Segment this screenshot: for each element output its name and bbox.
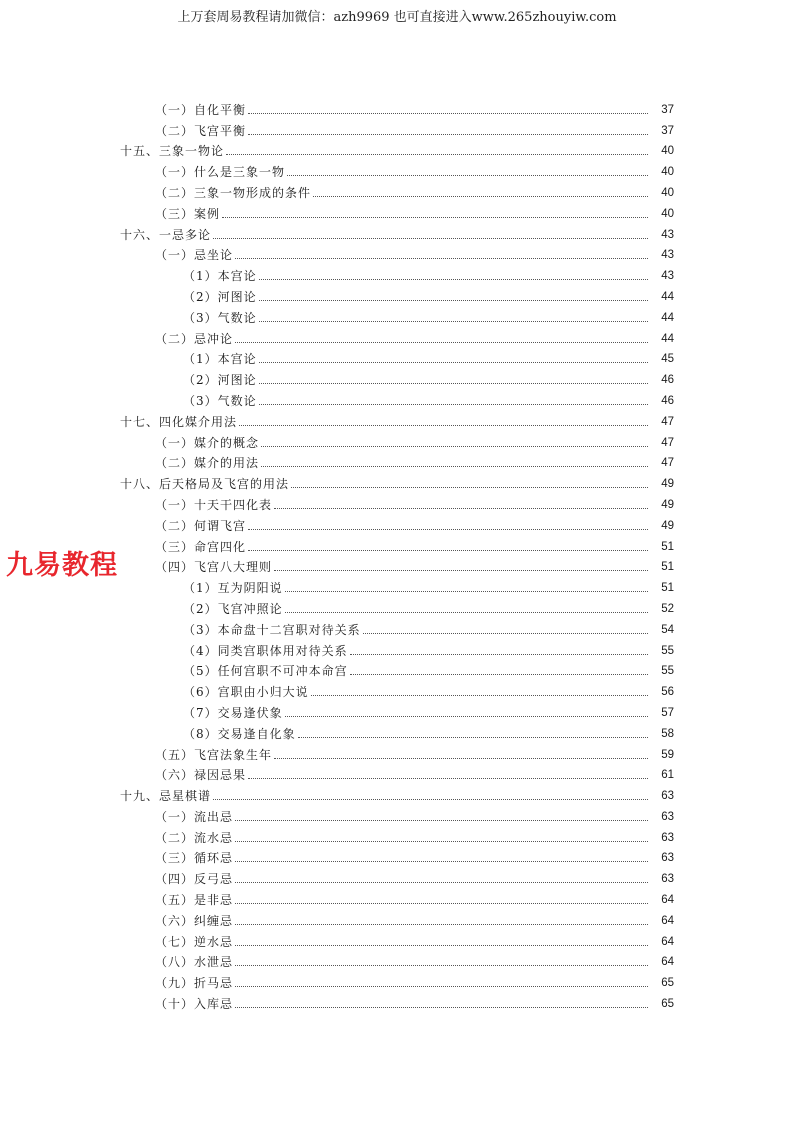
- dot-leader: [235, 944, 648, 946]
- toc-entry-title: 十五、三象一物论: [120, 144, 225, 159]
- dot-leader: [235, 819, 648, 821]
- toc-entry-title: （3）本命盘十二宫职对待关系: [183, 622, 361, 637]
- toc-entry-title: （一）流出忌: [155, 809, 234, 824]
- toc-entry[interactable]: [0, 283, 794, 304]
- toc-entry[interactable]: [0, 949, 794, 970]
- dot-leader: [235, 860, 648, 862]
- toc-entry[interactable]: [0, 450, 794, 471]
- toc-entry-title: （三）命宫四化: [155, 539, 247, 554]
- toc-page-number: 64: [661, 914, 674, 927]
- toc-entry-title: （二）飞宫平衡: [155, 123, 247, 138]
- toc-page-number: 40: [661, 186, 674, 199]
- toc-page-number: 43: [661, 270, 674, 283]
- toc-page-number: 45: [661, 353, 674, 366]
- toc-entry-title: （二）忌冲论: [155, 331, 234, 346]
- toc-entry-title: （5）任何宫职不可冲本命宫: [183, 664, 348, 679]
- toc-page-number: 51: [661, 561, 674, 574]
- toc-entry-title: （八）水泄忌: [155, 955, 234, 970]
- toc-entry[interactable]: [0, 969, 794, 990]
- dot-leader: [239, 424, 648, 426]
- toc-entry[interactable]: [0, 262, 794, 283]
- dot-leader: [235, 257, 648, 259]
- toc-entry-title: （6）宫职由小归大说: [183, 685, 309, 700]
- toc-entry-title: （十）入库忌: [155, 997, 234, 1012]
- toc-page-number: 64: [661, 894, 674, 907]
- dot-leader: [259, 382, 648, 384]
- toc-entry-title: （7）交易逢伏象: [183, 705, 283, 720]
- dot-leader: [259, 278, 648, 280]
- table-of-contents: [0, 96, 794, 1011]
- toc-page-number: 64: [661, 956, 674, 969]
- toc-entry-title: （8）交易逢自化象: [183, 726, 296, 741]
- toc-page-number: 57: [661, 706, 674, 719]
- toc-entry[interactable]: [0, 782, 794, 803]
- toc-page-number: 59: [661, 748, 674, 761]
- dot-leader: [259, 403, 648, 405]
- toc-entry-title: （四）反弓忌: [155, 872, 234, 887]
- toc-entry-title: 十九、忌星棋谱: [120, 789, 212, 804]
- dot-leader: [235, 341, 648, 343]
- toc-page-number: 46: [661, 374, 674, 387]
- toc-page-number: 46: [661, 394, 674, 407]
- toc-entry-title: （九）折马忌: [155, 976, 234, 991]
- toc-entry-title: （五）飞宫法象生年: [155, 747, 273, 762]
- dot-leader: [259, 299, 648, 301]
- toc-entry-title: （七）逆水忌: [155, 934, 234, 949]
- dot-leader: [285, 590, 648, 592]
- toc-entry-title: （二）三象一物形成的条件: [155, 185, 312, 200]
- toc-entry[interactable]: [0, 928, 794, 949]
- toc-entry[interactable]: [0, 616, 794, 637]
- toc-entry[interactable]: [0, 158, 794, 179]
- toc-entry[interactable]: [0, 429, 794, 450]
- toc-entry-title: （三）案例: [155, 206, 221, 221]
- toc-entry[interactable]: [0, 845, 794, 866]
- toc-entry[interactable]: [0, 491, 794, 512]
- dot-leader: [274, 757, 648, 759]
- toc-entry[interactable]: [0, 346, 794, 367]
- toc-page-number: 63: [661, 810, 674, 823]
- toc-page-number: 37: [661, 103, 674, 116]
- dot-leader: [213, 237, 648, 239]
- toc-entry-title: （二）何谓飞宫: [155, 518, 247, 533]
- dot-leader: [350, 673, 648, 675]
- toc-entry[interactable]: [0, 886, 794, 907]
- toc-entry-title: （2）河图论: [183, 289, 257, 304]
- toc-page-number: 43: [661, 228, 674, 241]
- dot-leader: [285, 611, 648, 613]
- toc-page-number: 54: [661, 623, 674, 636]
- page-header: 上万套周易教程请加微信：azh9969 也可直接进入www.265zhouyiw.com: [177, 10, 617, 25]
- toc-entry-title: （4）同类宫职体用对待关系: [183, 643, 348, 658]
- toc-page-number: 44: [661, 332, 674, 345]
- dot-leader: [259, 320, 648, 322]
- dot-leader: [363, 632, 648, 634]
- toc-page-number: 52: [661, 602, 674, 615]
- toc-entry[interactable]: [0, 408, 794, 429]
- toc-entry[interactable]: [0, 907, 794, 928]
- toc-entry-title: （一）自化平衡: [155, 102, 247, 117]
- toc-entry-title: 十六、一忌多论: [120, 227, 212, 242]
- dot-leader: [235, 840, 648, 842]
- toc-entry[interactable]: [0, 803, 794, 824]
- toc-entry[interactable]: [0, 242, 794, 263]
- toc-page-number: 65: [661, 998, 674, 1011]
- toc-page-number: 47: [661, 415, 674, 428]
- toc-entry[interactable]: [0, 304, 794, 325]
- toc-entry[interactable]: [0, 366, 794, 387]
- toc-page-number: 43: [661, 249, 674, 262]
- dot-leader: [248, 777, 648, 779]
- dot-leader: [261, 445, 648, 447]
- toc-entry-title: （三）循环忌: [155, 851, 234, 866]
- toc-page-number: 47: [661, 436, 674, 449]
- toc-page-number: 51: [661, 582, 674, 595]
- toc-entry[interactable]: [0, 865, 794, 886]
- dot-leader: [350, 653, 648, 655]
- toc-page-number: 44: [661, 290, 674, 303]
- toc-page-number: 37: [661, 124, 674, 137]
- toc-entry[interactable]: [0, 762, 794, 783]
- toc-entry-title: （二）媒介的用法: [155, 456, 260, 471]
- toc-entry[interactable]: [0, 221, 794, 242]
- toc-page-number: 63: [661, 790, 674, 803]
- dot-leader: [274, 507, 648, 509]
- dot-leader: [291, 486, 648, 488]
- toc-entry-title: （1）本宫论: [183, 269, 257, 284]
- dot-leader: [311, 694, 648, 696]
- toc-entry[interactable]: [0, 637, 794, 658]
- toc-entry[interactable]: [0, 678, 794, 699]
- toc-entry-title: （六）禄因忌果: [155, 768, 247, 783]
- toc-entry-title: （1）互为阴阳说: [183, 581, 283, 596]
- dot-leader: [248, 549, 648, 551]
- toc-entry[interactable]: [0, 387, 794, 408]
- toc-page-number: 49: [661, 478, 674, 491]
- toc-entry-title: （六）纠缠忌: [155, 913, 234, 928]
- toc-entry[interactable]: [0, 595, 794, 616]
- toc-page-number: 55: [661, 644, 674, 657]
- toc-page-number: 61: [661, 769, 674, 782]
- dot-leader: [285, 715, 648, 717]
- dot-leader: [248, 133, 648, 135]
- dot-leader: [213, 798, 648, 800]
- dot-leader: [261, 465, 648, 467]
- dot-leader: [235, 985, 648, 987]
- dot-leader: [235, 964, 648, 966]
- toc-page-number: 40: [661, 166, 674, 179]
- toc-page-number: 58: [661, 727, 674, 740]
- toc-page-number: 47: [661, 457, 674, 470]
- dot-leader: [222, 216, 648, 218]
- toc-entry-title: （四）飞宫八大理则: [155, 560, 273, 575]
- toc-entry[interactable]: [0, 699, 794, 720]
- dot-leader: [235, 1006, 648, 1008]
- toc-entry-title: （1）本宫论: [183, 352, 257, 367]
- toc-page-number: 49: [661, 519, 674, 532]
- dot-leader: [226, 153, 648, 155]
- toc-page-number: 49: [661, 498, 674, 511]
- dot-leader: [298, 736, 648, 738]
- toc-entry-title: （一）什么是三象一物: [155, 165, 286, 180]
- toc-entry[interactable]: [0, 658, 794, 679]
- dot-leader: [259, 361, 648, 363]
- toc-entry[interactable]: [0, 574, 794, 595]
- toc-page-number: 63: [661, 852, 674, 865]
- toc-entry-title: 十八、后天格局及飞宫的用法: [120, 477, 290, 492]
- toc-entry[interactable]: [0, 325, 794, 346]
- toc-entry[interactable]: [0, 741, 794, 762]
- dot-leader: [235, 902, 648, 904]
- watermark-logo: 九易教程: [6, 550, 118, 581]
- toc-entry[interactable]: [0, 200, 794, 221]
- toc-page-number: 40: [661, 145, 674, 158]
- toc-entry[interactable]: [0, 96, 794, 117]
- toc-entry[interactable]: [0, 179, 794, 200]
- toc-entry[interactable]: [0, 720, 794, 741]
- toc-entry-title: （一）媒介的概念: [155, 435, 260, 450]
- toc-entry-title: （2）飞宫冲照论: [183, 601, 283, 616]
- toc-page-number: 40: [661, 207, 674, 220]
- toc-page-number: 44: [661, 311, 674, 324]
- toc-page-number: 64: [661, 935, 674, 948]
- toc-entry-title: （2）河图论: [183, 373, 257, 388]
- dot-leader: [274, 569, 648, 571]
- toc-entry[interactable]: [0, 512, 794, 533]
- toc-page-number: 63: [661, 873, 674, 886]
- toc-page-number: 56: [661, 686, 674, 699]
- toc-page-number: 65: [661, 977, 674, 990]
- toc-entry-title: （3）气数论: [183, 310, 257, 325]
- toc-entry-title: （一）十天干四化表: [155, 497, 273, 512]
- dot-leader: [287, 174, 648, 176]
- toc-entry[interactable]: [0, 117, 794, 138]
- dot-leader: [235, 881, 648, 883]
- toc-page-number: 55: [661, 665, 674, 678]
- toc-entry[interactable]: [0, 470, 794, 491]
- toc-entry-title: （3）气数论: [183, 393, 257, 408]
- toc-entry-title: （二）流水忌: [155, 830, 234, 845]
- dot-leader: [235, 923, 648, 925]
- dot-leader: [313, 195, 648, 197]
- toc-page-number: 63: [661, 831, 674, 844]
- toc-entry-title: （一）忌坐论: [155, 248, 234, 263]
- toc-entry[interactable]: [0, 990, 794, 1011]
- toc-entry[interactable]: [0, 554, 794, 575]
- toc-entry[interactable]: [0, 138, 794, 159]
- toc-entry[interactable]: [0, 824, 794, 845]
- toc-entry[interactable]: [0, 533, 794, 554]
- toc-page-number: 51: [661, 540, 674, 553]
- toc-entry-title: 十七、四化媒介用法: [120, 414, 238, 429]
- dot-leader: [248, 528, 648, 530]
- toc-entry-title: （五）是非忌: [155, 893, 234, 908]
- dot-leader: [248, 112, 648, 114]
